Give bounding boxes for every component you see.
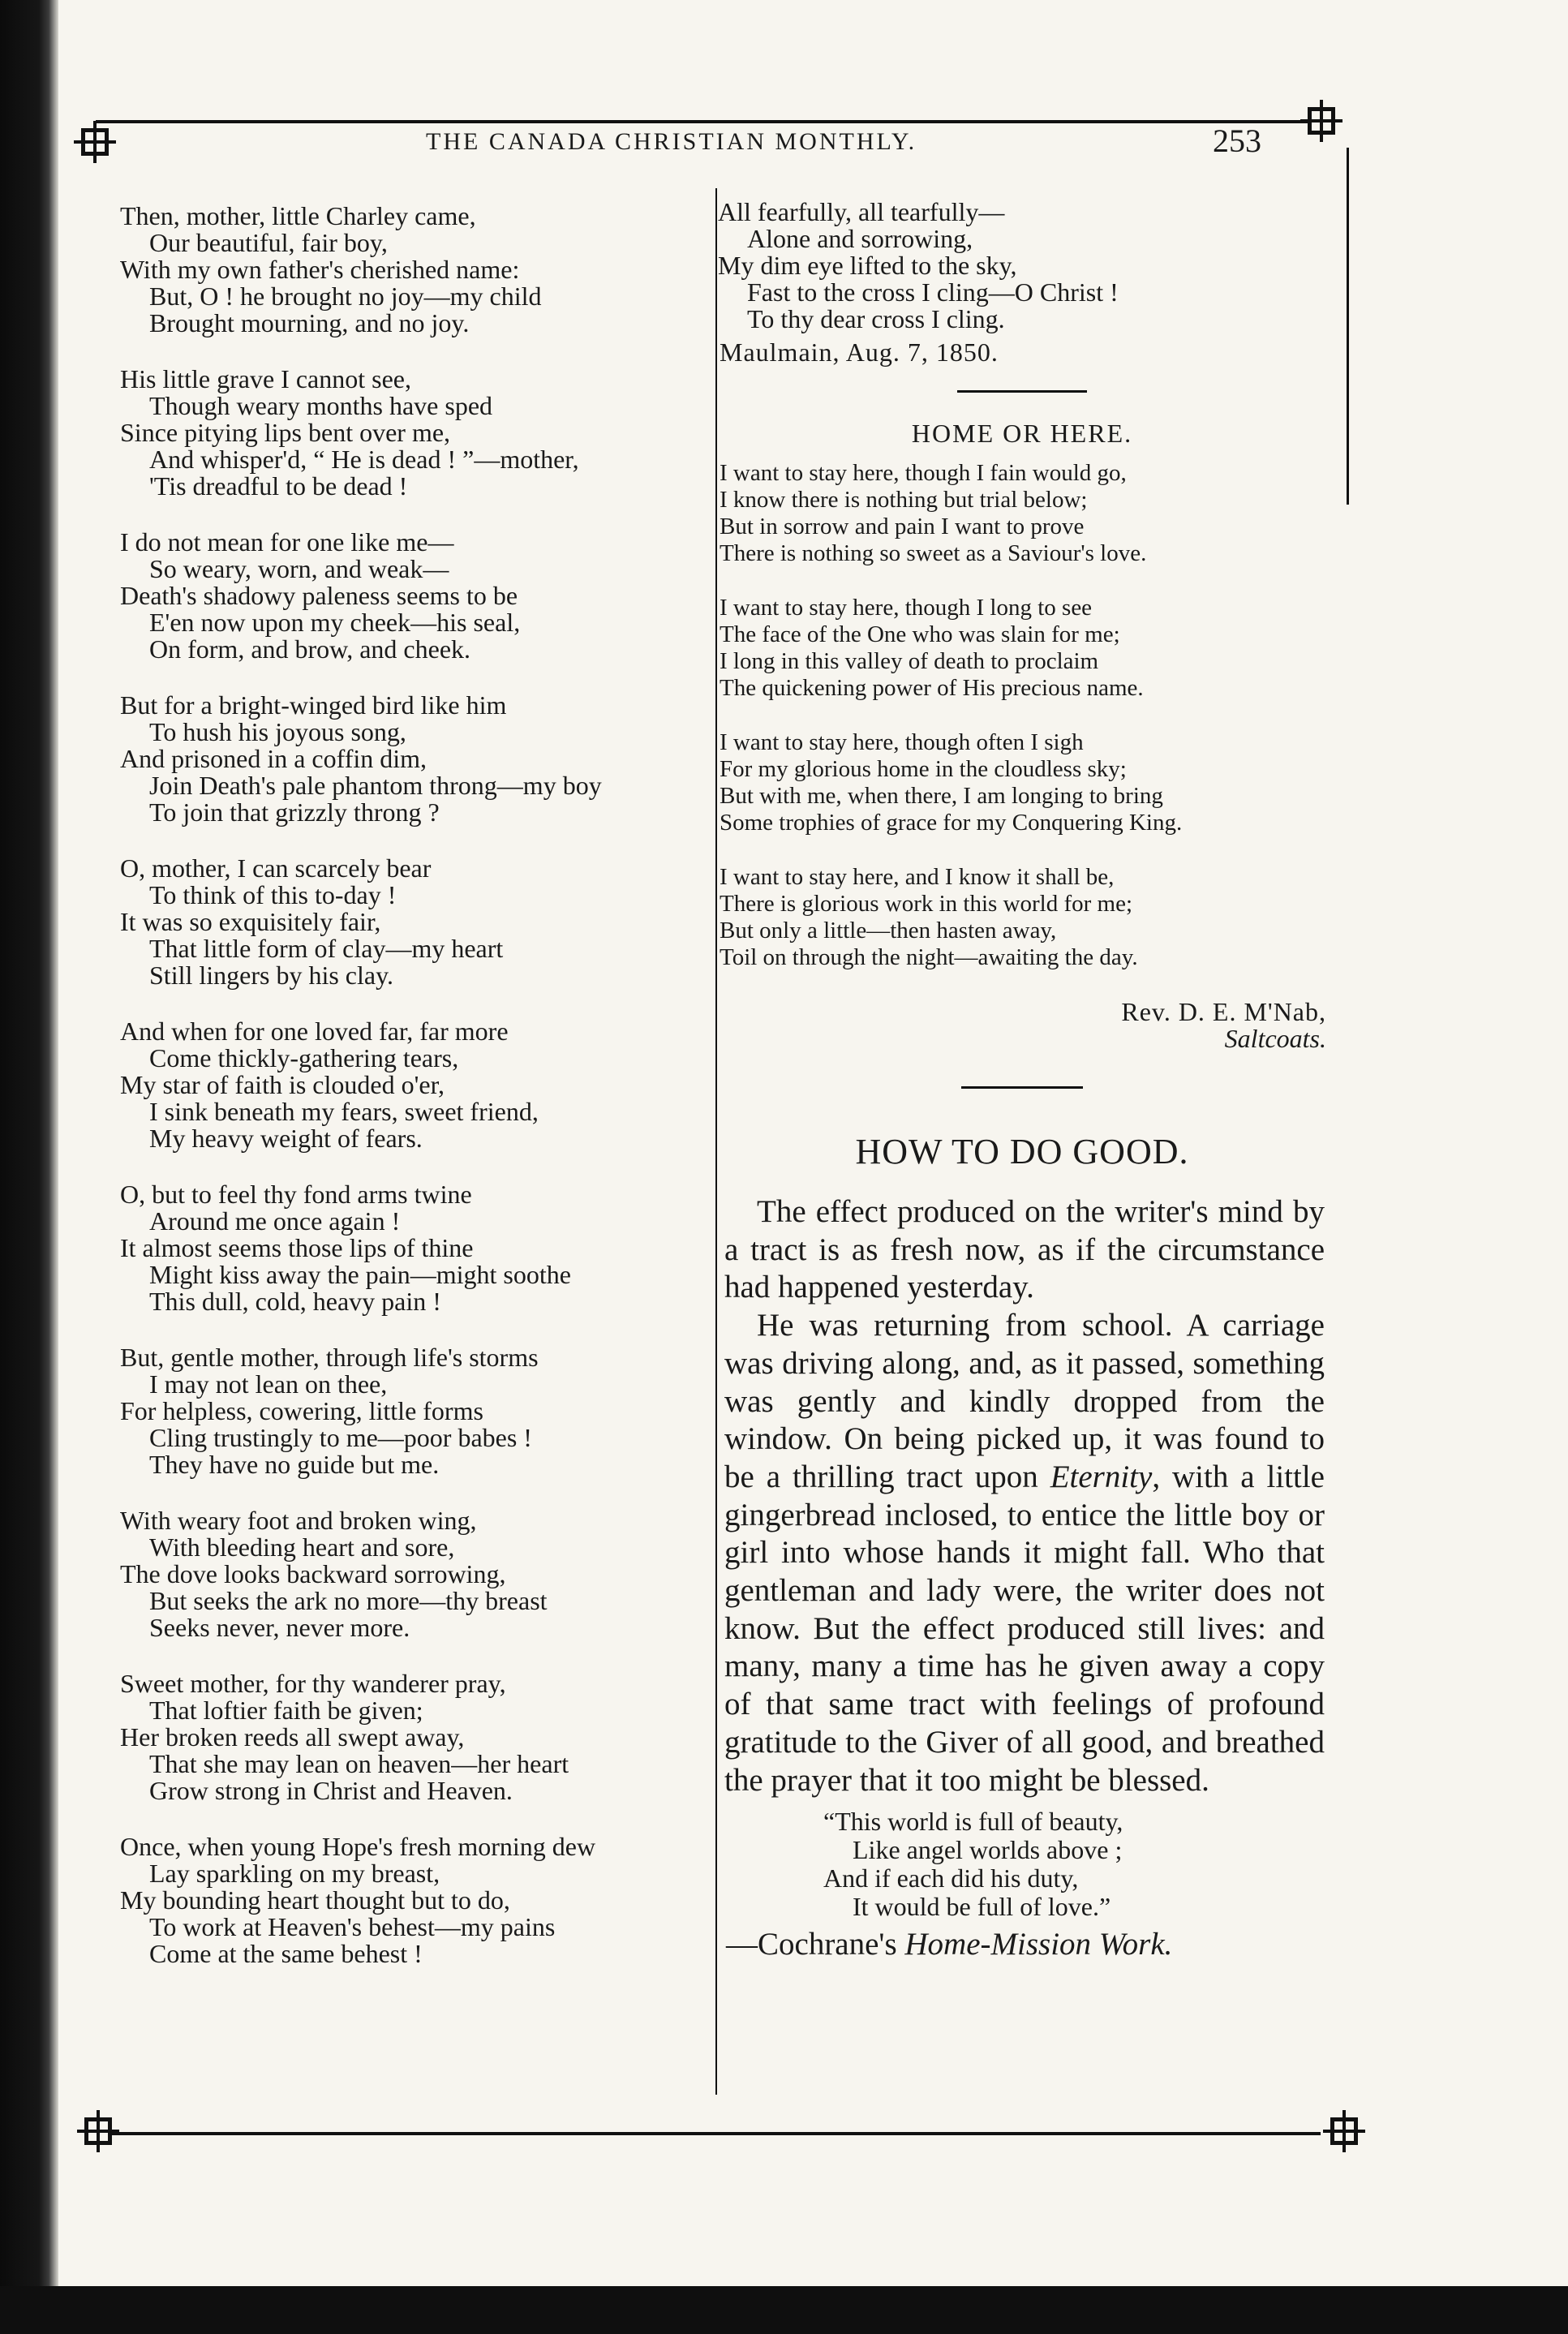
poem-line: Cling trustingly to me—poor babes ! bbox=[149, 1423, 532, 1452]
poem-stanza bbox=[120, 855, 704, 989]
right-border bbox=[1347, 148, 1349, 505]
poem-line: With bleeding heart and sore, bbox=[149, 1532, 455, 1562]
poem-line: Toil on through the night—awaiting the day. bbox=[720, 944, 1138, 970]
poem-line: And when for one loved far, far more bbox=[120, 1017, 509, 1046]
corner-ornament-top-left bbox=[81, 128, 109, 156]
column-divider bbox=[715, 188, 717, 2095]
poem-line: Since pitying lips bent over me, bbox=[120, 418, 451, 447]
poem-line: E'en now upon my cheek—his seal, bbox=[149, 608, 521, 637]
poem-line: I sink beneath my fears, sweet friend, bbox=[149, 1097, 539, 1126]
poem-line: So weary, worn, and weak— bbox=[149, 554, 449, 583]
poem-line: All fearfully, all tearfully— bbox=[718, 197, 1005, 226]
poem-stanza bbox=[120, 366, 704, 500]
poem-stanza bbox=[720, 864, 1326, 971]
poem-stanza bbox=[120, 1018, 704, 1152]
poem-line: I want to stay here, though often I sigh bbox=[720, 729, 1084, 755]
poem-stanza bbox=[120, 1670, 704, 1804]
how-to-do-good-title: HOW TO DO GOOD. bbox=[855, 1132, 1189, 1171]
poem-stanza bbox=[720, 729, 1326, 836]
right-column bbox=[718, 199, 1326, 1962]
poem-line: My star of faith is clouded o'er, bbox=[120, 1070, 445, 1099]
poem-line: Lay sparkling on my breast, bbox=[149, 1859, 440, 1888]
page-number: 253 bbox=[1213, 123, 1261, 159]
poem-line: O, but to feel thy fond arms twine bbox=[120, 1180, 472, 1209]
poem-line: Though weary months have sped bbox=[149, 391, 493, 420]
corner-ornament-top-right bbox=[1308, 107, 1335, 135]
poem-stanza bbox=[120, 1181, 704, 1315]
article-source: —Cochrane's Home-Mission Work. bbox=[726, 1927, 1173, 1962]
top-rule bbox=[96, 120, 1321, 123]
poem-line: To hush his joyous song, bbox=[149, 717, 406, 746]
poem-line: I long in this valley of death to proclaim bbox=[720, 648, 1099, 674]
poem-line: Still lingers by his clay. bbox=[149, 961, 394, 990]
poem-line: Alone and sorrowing, bbox=[747, 224, 973, 253]
poem-line: It almost seems those lips of thine bbox=[120, 1233, 474, 1262]
poem-line: Come thickly-gathering tears, bbox=[149, 1043, 459, 1072]
poem-line: There is glorious work in this world for me; bbox=[720, 891, 1133, 917]
poem-line: Around me once again ! bbox=[149, 1206, 401, 1236]
article-body bbox=[718, 1193, 1325, 1799]
poem-line: But, O ! he brought no joy—my child bbox=[149, 282, 542, 311]
poem-line: Once, when young Hope's fresh morning dew bbox=[120, 1832, 596, 1861]
poem-stanza bbox=[720, 595, 1326, 702]
quote-line: And if each did his duty, bbox=[823, 1863, 1079, 1893]
corner-ornament-bottom-left bbox=[84, 2117, 112, 2145]
poem-line: For helpless, cowering, little forms bbox=[120, 1396, 483, 1425]
poem-stanza bbox=[720, 460, 1326, 567]
poem-line: The dove looks backward sorrowing, bbox=[120, 1559, 506, 1588]
poem-line: This dull, cold, heavy pain ! bbox=[149, 1287, 441, 1316]
poem-line: But only a little—then hasten away, bbox=[720, 918, 1057, 943]
poem-line: I want to stay here, though I long to see bbox=[720, 595, 1093, 621]
poem-line: To work at Heaven's behest—my pains bbox=[149, 1912, 556, 1941]
section-rule bbox=[961, 1086, 1083, 1089]
home-or-here-title: HOME OR HERE. bbox=[911, 419, 1133, 448]
poem-line: It was so exquisitely fair, bbox=[120, 907, 381, 936]
bottom-rule bbox=[96, 2132, 1321, 2135]
poem-line: That she may lean on heaven—her heart bbox=[149, 1749, 569, 1778]
quote-line: It would be full of love.” bbox=[853, 1892, 1111, 1922]
poem-line: Come at the same behest ! bbox=[149, 1939, 423, 1968]
poem-line: Our beautiful, fair boy, bbox=[149, 228, 388, 257]
poem-line: That loftier faith be given; bbox=[149, 1696, 423, 1725]
poem-author-place: Saltcoats. bbox=[1224, 1024, 1326, 1053]
poem-line: Grow strong in Christ and Heaven. bbox=[149, 1776, 513, 1805]
running-header: THE CANADA CHRISTIAN MONTHLY. bbox=[426, 128, 917, 155]
section-rule bbox=[957, 390, 1087, 393]
poem-stanza bbox=[120, 1344, 704, 1478]
poem-line: I may not lean on thee, bbox=[149, 1369, 388, 1399]
poem-line: My heavy weight of fears. bbox=[149, 1124, 423, 1153]
poem-line: There is nothing so sweet as a Saviour's love. bbox=[720, 540, 1147, 566]
poem-line: The quickening power of His precious name. bbox=[720, 675, 1144, 701]
article-paragraph: He was returning from school. A carriage was driving along, and, as it passed, something was gently and kindly dropped from the window. On being picked up, it was found to be a thrilling tract upon Eternity, with a little gingerbread inclosed, to entice the little boy or girl into whose hands it might fall. Who that gentleman and lady were, the writer does not know. But the effect produced still lives: and many, many a time has he given away a copy of that same tract with feelings of profound gratitude to the Giver of all good, and breathed the prayer that it too might be blessed. bbox=[724, 1308, 1325, 1798]
corner-ornament-bottom-right bbox=[1330, 2117, 1358, 2145]
poem-stanza bbox=[120, 203, 704, 337]
poem-stanza bbox=[120, 1507, 704, 1641]
poem-line: I know there is nothing but trial below; bbox=[720, 487, 1088, 513]
poem-line: With weary foot and broken wing, bbox=[120, 1506, 477, 1535]
poem-line: For my glorious home in the cloudless sky; bbox=[720, 756, 1127, 782]
poem-line: Fast to the cross I cling—O Christ ! bbox=[747, 277, 1119, 307]
poem-line: I want to stay here, though I fain would go, bbox=[720, 460, 1127, 486]
poem-line: Her broken reeds all swept away, bbox=[120, 1722, 465, 1752]
poem-line: Sweet mother, for thy wanderer pray, bbox=[120, 1669, 506, 1698]
poem-line: Brought mourning, and no joy. bbox=[149, 308, 470, 337]
poem-line: 'Tis dreadful to be dead ! bbox=[149, 471, 408, 501]
poem-stanza bbox=[120, 529, 704, 663]
poem-line: Death's shadowy paleness seems to be bbox=[120, 581, 518, 610]
poem-line: Might kiss away the pain—might soothe bbox=[149, 1260, 571, 1289]
poem-stanza bbox=[120, 1833, 704, 1967]
scan-bottom-edge bbox=[0, 2286, 1568, 2334]
poem-stanza bbox=[120, 692, 704, 826]
article-paragraph: The effect produced on the writer's mind by a tract is as fresh now, as if the circumstance had happened yesterday. bbox=[724, 1194, 1325, 1305]
poem-line: His little grave I cannot see, bbox=[120, 364, 411, 393]
poem-line: O, mother, I can scarcely bear bbox=[120, 853, 432, 883]
poem-line: But, gentle mother, through life's storms bbox=[120, 1343, 539, 1372]
poem-line: Then, mother, little Charley came, bbox=[120, 201, 476, 230]
dateline: Maulmain, Aug. 7, 1850. bbox=[720, 337, 999, 367]
left-poem bbox=[120, 203, 704, 1997]
poem-line: To thy dear cross I cling. bbox=[747, 304, 1005, 333]
poem-author: Rev. D. E. M'Nab, bbox=[1121, 997, 1326, 1026]
poem-line: I do not mean for one like me— bbox=[120, 527, 454, 557]
poem-line: The face of the One who was slain for me; bbox=[720, 621, 1120, 647]
poem-line: That little form of clay—my heart bbox=[149, 934, 504, 963]
poem-line: They have no guide but me. bbox=[149, 1450, 440, 1479]
poem-line: My dim eye lifted to the sky, bbox=[718, 251, 1017, 280]
quote-line: Like angel worlds above ; bbox=[853, 1835, 1123, 1865]
poem-line: But for a bright-winged bird like him bbox=[120, 690, 507, 720]
poem-line: To join that grizzly throng ? bbox=[149, 797, 440, 827]
poem-line: My bounding heart thought but to do, bbox=[120, 1885, 510, 1915]
poem-line: I want to stay here, and I know it shall be, bbox=[720, 864, 1115, 890]
poem-line: But in sorrow and pain I want to prove bbox=[720, 514, 1085, 539]
closing-quote bbox=[718, 1807, 1326, 1921]
poem-line: Join Death's pale phantom throng—my boy bbox=[149, 771, 602, 800]
home-or-here-poem bbox=[718, 460, 1326, 971]
poem-line: But with me, when there, I am longing to bring bbox=[720, 783, 1163, 809]
poem-line: With my own father's cherished name: bbox=[120, 255, 520, 284]
poem-line: Some trophies of grace for my Conquering King. bbox=[720, 810, 1183, 836]
poem-line: On form, and brow, and cheek. bbox=[149, 634, 471, 664]
poem-line: But seeks the ark no more—thy breast bbox=[149, 1586, 548, 1615]
poem-line: Seeks never, never more. bbox=[149, 1613, 410, 1642]
poem-line: And whisper'd, “ He is dead ! ”—mother, bbox=[149, 445, 579, 474]
binding-gutter bbox=[0, 0, 58, 2334]
quote-line: “This world is full of beauty, bbox=[823, 1807, 1123, 1837]
poem-line: And prisoned in a coffin dim, bbox=[120, 744, 427, 773]
poem-continuation bbox=[718, 199, 1326, 333]
poem-line: To think of this to-day ! bbox=[149, 880, 397, 909]
emphasis-eternity: Eternity bbox=[1050, 1459, 1153, 1494]
